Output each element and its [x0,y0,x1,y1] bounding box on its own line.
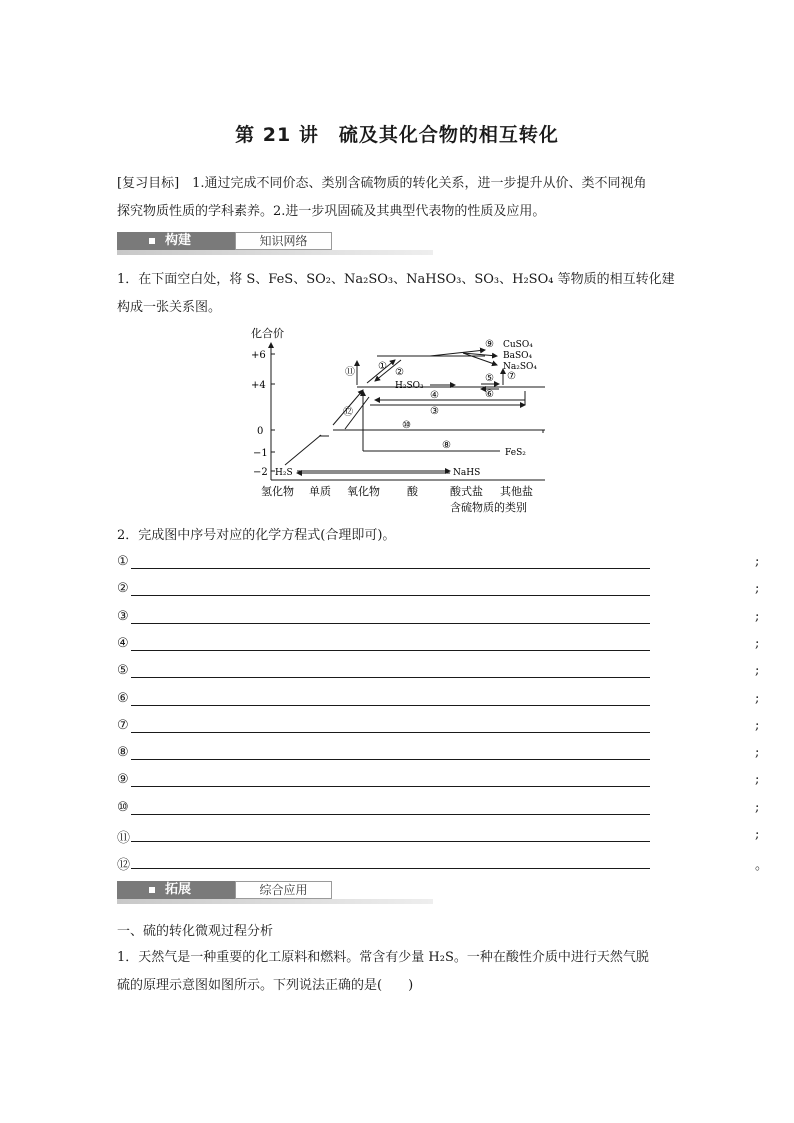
question-1-line-2: 构成一张关系图。 [117,300,222,315]
answer-end-punct: ; [755,772,760,788]
answer-number: ⑪ [117,831,131,846]
problem-1 [117,944,682,1000]
answer-blank[interactable] [131,759,650,760]
answer-number: ⑫ [117,858,131,874]
question-2: 2．完成图中序号对应的化学方程式(合理即可)。 [117,528,396,543]
marker-12: ⑫ [343,407,353,418]
answer-line[interactable] [117,741,760,763]
banner-dark-label: 构建 [117,232,235,250]
marker-1: ① [378,361,387,372]
answer-number: ④ [117,635,129,651]
answer-blank[interactable] [131,677,650,678]
answer-end-punct: ; [755,745,760,761]
species-na2so4: Na₂SO₄ [503,362,538,372]
answer-number: ⑧ [117,745,129,761]
answer-number: ⑤ [117,663,129,679]
answer-number: ① [117,554,129,569]
x-axis-title: 含硫物质的类别 [450,501,527,514]
marker-11: ⑪ [345,367,355,378]
answer-blank[interactable] [131,568,650,569]
answer-number: ⑨ [117,772,129,788]
answer-number: ⑦ [117,717,129,733]
banner-shade [117,250,433,255]
question-1-line-1: 1．在下面空白处，将 S、FeS、SO₂、Na₂SO₃、NaHSO₃、SO₃、H₂SO₄ 等物质的相互转化建 [117,272,675,287]
answer-blank[interactable] [131,705,650,706]
answer-blank[interactable] [131,814,650,815]
answer-end-punct: ; [755,635,760,651]
square-icon [149,238,155,244]
sulfur-conversion-diagram [245,325,555,515]
species-h2so3: H₂SO₃ [395,381,424,391]
answer-end-punct: ; [755,608,760,624]
answer-number: ③ [117,608,129,624]
answer-blank[interactable] [131,595,650,596]
y-tick-minus1: −1 [253,448,268,459]
answer-line[interactable] [117,714,760,736]
answer-end-punct: ; [755,799,760,815]
y-axis-title: 化合价 [251,327,284,340]
x-cat-hydride: 氢化物 [261,485,294,498]
answer-number: ⑥ [117,690,129,706]
answer-end-punct: ; [755,690,760,706]
marker-5: ⑤ [485,373,494,384]
marker-9: ⑨ [485,339,494,350]
x-cat-element: 单质 [309,485,331,498]
answer-blank[interactable] [131,868,650,869]
y-tick-plus6: +6 [251,350,266,361]
answer-line[interactable] [117,550,760,572]
answer-number: ⑩ [117,799,129,815]
question-1 [117,266,682,322]
answer-blank[interactable] [131,786,650,787]
answer-blank[interactable] [131,732,650,733]
answer-line[interactable] [117,605,760,627]
species-h2s: H₂S [275,468,293,478]
x-cat-acid-salt: 酸式盐 [450,485,483,498]
section-heading: 一、硫的转化微观过程分析 [117,924,274,939]
y-tick-plus4: +4 [251,380,266,391]
answer-blank[interactable] [131,623,650,624]
marker-3: ③ [430,406,439,417]
marker-6: ⑥ [485,389,494,400]
answer-line[interactable] [117,687,760,709]
review-tag: [复习目标] [117,176,180,191]
section-banner-build [117,229,433,255]
banner-light-label: 综合应用 [235,881,332,899]
review-objectives [117,170,682,226]
answer-number: ② [117,581,129,597]
answer-line[interactable] [117,796,760,818]
answer-line[interactable] [117,823,760,846]
x-cat-acid: 酸 [407,485,418,498]
answer-end-punct: ; [755,663,760,679]
species-nahs: NaHS [453,468,481,478]
species-baso4: BaSO₄ [503,351,533,361]
marker-8: ⑧ [442,440,451,451]
answer-line[interactable] [117,577,760,599]
answer-end-punct: 。 [755,858,769,874]
answer-blank[interactable] [131,841,650,842]
review-line-1: 1.通过完成不同价态、类别含硫物质的转化关系，进一步提升从价、类不同视角 [179,176,647,191]
banner-dark-label: 拓展 [117,881,235,899]
species-fes2: FeS₂ [505,448,526,458]
answer-line[interactable] [117,659,760,681]
answer-line[interactable] [117,632,760,654]
section-banner-extend [117,878,433,904]
marker-2: ② [395,367,404,378]
review-line-2: 探究物质性质的学科素养。2.进一步巩固硫及其典型代表物的性质及应用。 [117,204,546,219]
x-cat-other-salt: 其他盐 [500,485,533,498]
answer-end-punct: ; [755,827,760,842]
marker-10: ⑩ [402,420,411,431]
banner-shade [117,899,433,904]
problem-1-line-1: 1．天然气是一种重要的化工原料和燃料。常含有少量 H₂S。一种在酸性介质中进行天然气脱 [117,950,649,965]
answer-line[interactable] [117,850,769,874]
marker-4: ④ [430,390,439,401]
answer-blank[interactable] [131,650,650,651]
banner-light-label: 知识网络 [235,232,332,250]
square-icon [149,887,155,893]
page-title: 第 21 讲 硫及其化合物的相互转化 [235,124,559,146]
answer-end-punct: ; [755,554,760,569]
species-cuso4: CuSO₄ [503,340,533,350]
problem-1-line-2: 硫的原理示意图如图所示。下列说法正确的是( ) [117,978,414,993]
marker-7: ⑦ [507,371,516,382]
answer-end-punct: ; [755,717,760,733]
y-tick-zero: 0 [257,426,264,437]
answer-end-punct: ; [755,581,760,597]
y-tick-minus2: −2 [253,467,268,478]
answer-line[interactable] [117,768,760,790]
x-cat-oxide: 氧化物 [347,485,380,498]
